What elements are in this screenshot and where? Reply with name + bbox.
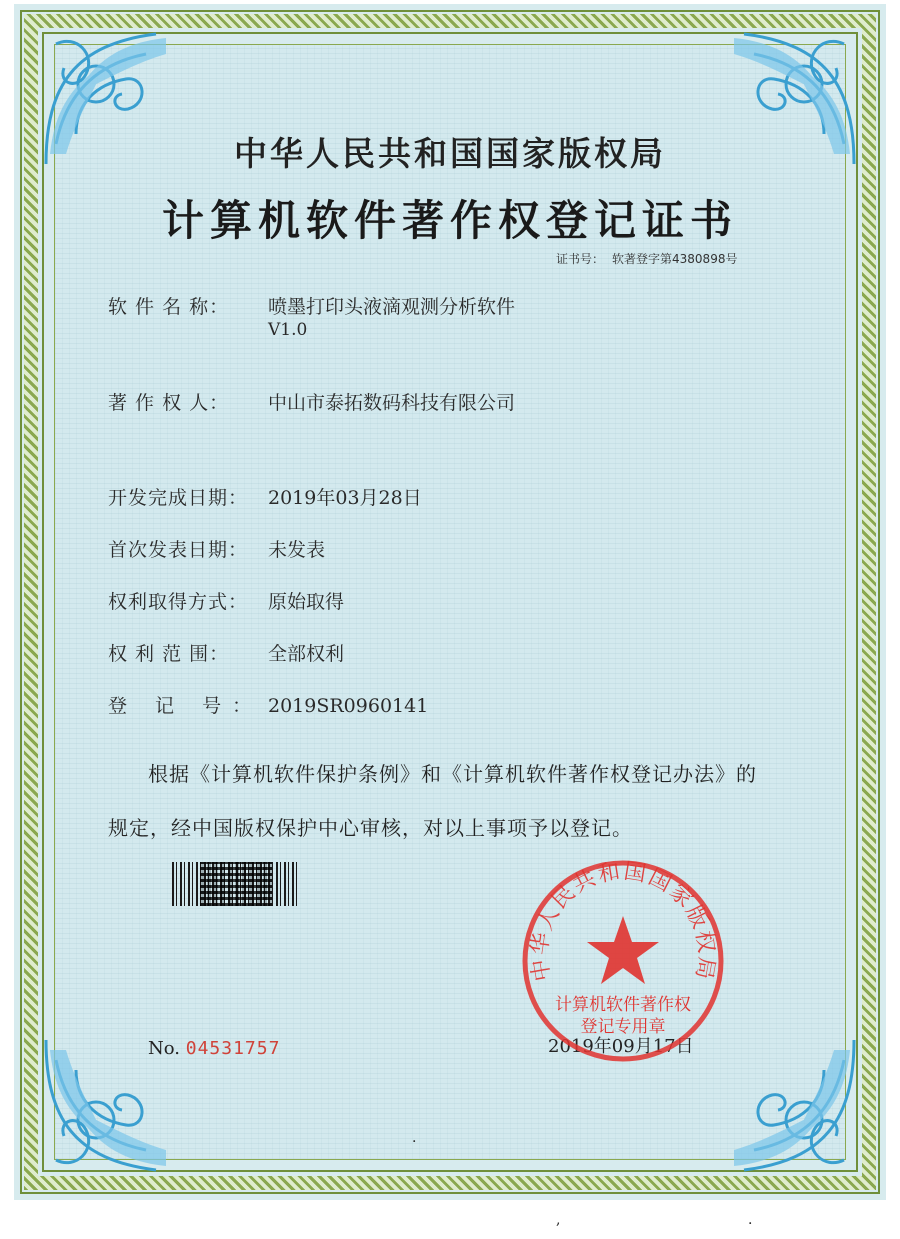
field-label: 首次发表日期： — [108, 539, 249, 561]
field-registration-number — [108, 691, 428, 718]
software-version: V1.0 — [268, 320, 308, 340]
certificate-number-label: 证书号： — [556, 252, 605, 266]
field-acquisition-method — [108, 587, 344, 614]
serial-number — [148, 1038, 280, 1059]
field-value: 原始取得 — [268, 591, 345, 613]
field-value: 中山市泰拓数码科技有限公司 — [268, 392, 516, 414]
field-value: 未发表 — [268, 539, 326, 561]
field-label: 权利取得方式： — [108, 591, 249, 613]
field-first-publication — [108, 535, 325, 562]
seal-inner-line-2: 登记专用章 — [580, 1017, 666, 1037]
field-value: 2019年03月28日 — [268, 487, 422, 509]
field-value: 2019SR0960141 — [268, 695, 429, 717]
field-copyright-owner — [108, 388, 515, 415]
field-label: 著 作 权 人： — [108, 392, 230, 414]
statement-line-2: 规定，经中国版权保护中心审核，对以上事项予以登记。 — [108, 816, 633, 840]
official-seal — [520, 858, 726, 1064]
field-completion-date — [108, 483, 422, 510]
field-rights-scope — [108, 639, 344, 666]
corner-ornament — [714, 1030, 864, 1180]
serial-prefix: No. — [148, 1038, 180, 1059]
scan-speck: · — [412, 1134, 417, 1150]
statement-line-1: 根据《计算机软件保护条例》和《计算机软件著作权登记办法》的 — [148, 762, 757, 786]
issue-date: 2019年09月17日 — [548, 1036, 694, 1057]
field-label: 登 记 号： — [108, 695, 263, 717]
star-icon — [587, 916, 659, 984]
seal-inner-line-1: 计算机软件著作权 — [555, 995, 691, 1015]
scan-speck: · — [748, 1216, 753, 1232]
seal-outer-text: 中华人民共和国国家版权局 — [527, 859, 719, 983]
field-label: 权 利 范 围： — [108, 643, 230, 665]
serial-value: 04531757 — [185, 1038, 281, 1059]
certificate-number — [556, 250, 745, 267]
issuing-agency: 中华人民共和国国家版权局 — [234, 134, 666, 173]
field-software-name — [108, 292, 515, 319]
field-value: 全部权利 — [268, 643, 345, 665]
certificate-title: 计算机软件著作权登记证书 — [161, 196, 738, 245]
scan-speck: , — [556, 1212, 561, 1228]
field-label: 软 件 名 称： — [108, 296, 230, 318]
field-value: 喷墨打印头液滴观测分析软件 — [268, 296, 516, 318]
field-label: 开发完成日期： — [108, 487, 249, 509]
certificate-number-value: 软著登字第4380898号 — [612, 252, 738, 266]
qr-code — [200, 862, 272, 906]
